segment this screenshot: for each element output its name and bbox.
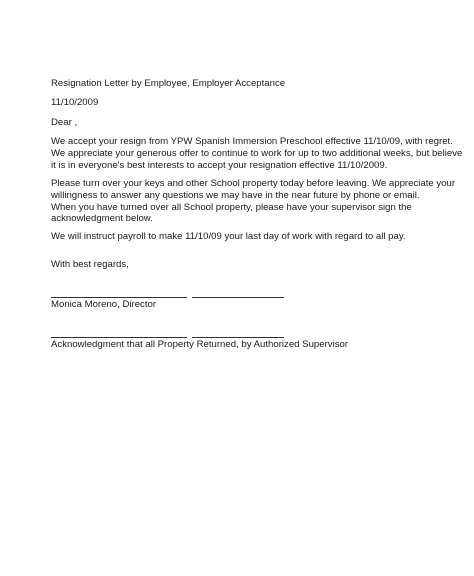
- signer-name: Monica Moreno, Director: [51, 299, 157, 310]
- paragraph2-line: willingness to answer any questions we may have in the near future by phone or email.: [51, 190, 420, 201]
- signature-line: [51, 297, 187, 298]
- paragraph3-line: We will instruct payroll to make 11/10/09 your last day of work with regard to all pay.: [51, 231, 406, 242]
- supervisor-date-line: [192, 337, 284, 338]
- letter-date: 11/10/2009: [51, 97, 99, 108]
- paragraph2-line: When you have turned over all School property, please have your supervisor sign the: [51, 202, 412, 213]
- letter-heading: Resignation Letter by Employee, Employer Acceptance: [51, 78, 286, 89]
- paragraph2-line: acknowledgment below.: [51, 213, 153, 224]
- salutation: Dear ,: [51, 117, 78, 128]
- paragraph1-line: We appreciate your generous offer to continue to work for up to two additional weeks, but believe: [51, 148, 463, 159]
- paragraph2-line: Please turn over your keys and other School property today before leaving. We appreciate your: [51, 178, 456, 189]
- closing: With best regards,: [51, 259, 129, 270]
- acknowledgment-label: Acknowledgment that all Property Returned, by Authorized Supervisor: [51, 339, 349, 350]
- signature-date-line: [192, 297, 284, 298]
- paragraph1-line: it is in everyone's best interests to accept your resignation effective 11/10/2009.: [51, 160, 388, 171]
- paragraph1-line: We accept your resign from YPW Spanish Immersion Preschool effective 11/10/09, with regret.: [51, 136, 453, 147]
- supervisor-signature-line: [51, 337, 187, 338]
